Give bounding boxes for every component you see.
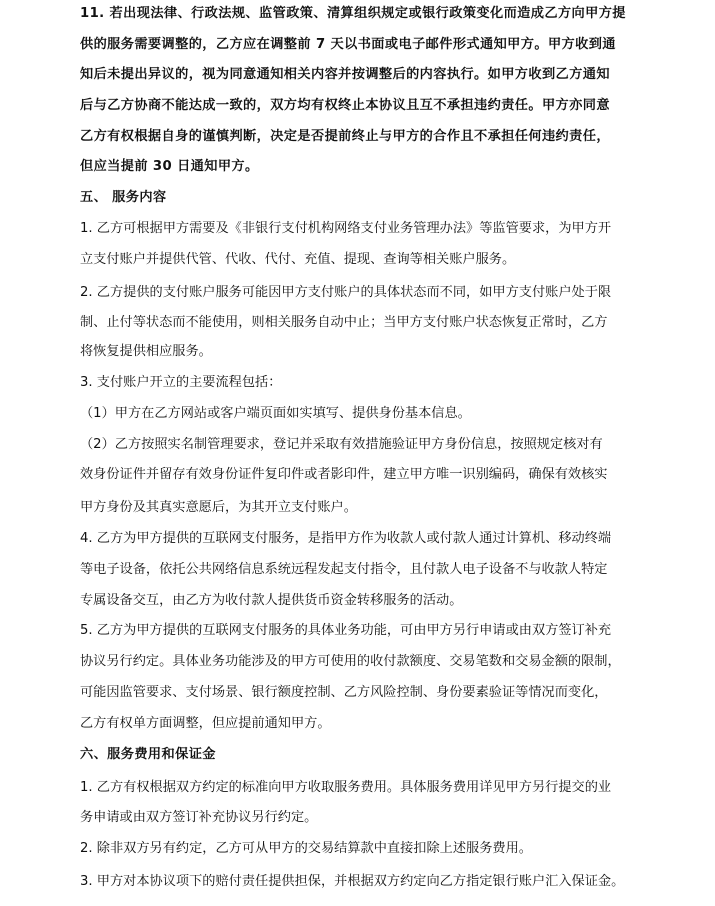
section-5-line: 等电子设备，依托公共网络信息系统远程发起支付指令，且付款人电子设备不与收款人特定 — [80, 562, 608, 577]
section-5-line: 乙方有权单方面调整，但应提前通知甲方。 — [80, 716, 331, 731]
section-5-line: 3. 支付账户开立的主要流程包括： — [80, 375, 282, 390]
section-5-line: 专属设备交互，由乙方为收付款人提供货币资金转移服务的活动。 — [80, 593, 463, 608]
clause-11-line: 乙方有权根据自身的谨慎判断，决定是否提前终止与甲方的合作且不承担任何违约责任， — [80, 129, 610, 144]
section-5-line: 可能因监管要求、支付场景、银行额度控制、乙方风险控制、身份要素验证等情况而变化， — [80, 685, 608, 700]
section-5-line: 甲方身份及其真实意愿后，为其开立支付账户。 — [80, 500, 357, 515]
section-5-line: 立支付账户并提供代管、代收、代付、充值、提现、查询等相关账户服务。 — [80, 252, 516, 267]
section-5-line: 制、止付等状态而不能使用，则相关服务自动中止；当甲方支付账户状态恢复正常时，乙方 — [80, 315, 608, 330]
section-5-line: （1）甲方在乙方网站或客户端页面如实填写、提供身份基本信息。 — [80, 406, 471, 421]
section-6-heading: 六、服务费用和保证金 — [80, 747, 216, 762]
section-6-line: 务申请或由双方签订补充协议另行约定。 — [80, 810, 318, 825]
section-5-line: 4. 乙方为甲方提供的互联网支付服务，是指甲方作为收款人或付款人通过计算机、移动终端 — [80, 531, 612, 546]
clause-11-line: 11. 若出现法律、行政法规、监管政策、清算组织规定或银行政策变化而造成乙方向甲方提 — [80, 6, 626, 21]
section-5-line: 效身份证件并留存有效身份证件复印件或者影印件，建立甲方唯一识别编码，确保有效核实 — [80, 467, 608, 482]
section-5-heading: 五、 服务内容 — [80, 190, 167, 205]
clause-11-line: 后与乙方协商不能达成一致的，双方均有权终止本协议且互不承担违约责任。甲方亦同意 — [80, 98, 610, 113]
section-5-line: （2）乙方按照实名制管理要求，登记并采取有效措施验证甲方身份信息，按照规定核对有 — [80, 437, 603, 452]
section-5-line: 1. 乙方可根据甲方需要及《非银行支付机构网络支付业务管理办法》等监管要求，为甲方开 — [80, 221, 612, 236]
section-6-line: 2. 除非双方另有约定，乙方可从甲方的交易结算款中直接扣除上述服务费用。 — [80, 841, 532, 856]
section-5-line: 5. 乙方为甲方提供的互联网支付服务的具体业务功能，可由甲方另行申请或由双方签订补充 — [80, 623, 612, 638]
section-5-line: 将恢复提供相应服务。 — [80, 344, 212, 359]
clause-11-line: 供的服务需要调整的，乙方应在调整前 7 天以书面或电子邮件形式通知甲方。甲方收到通 — [80, 37, 616, 52]
section-6-line: 3. 甲方对本协议项下的赔付责任提供担保，并根据双方约定向乙方指定银行账户汇入保证金。 — [80, 874, 625, 889]
clause-11-line: 但应当提前 30 日通知甲方。 — [80, 159, 259, 174]
section-6-line: 1. 乙方有权根据双方约定的标准向甲方收取服务费用。具体服务费用详见甲方另行提交的业 — [80, 780, 612, 795]
clause-11-line: 知后未提出异议的，视为同意通知相关内容并按调整后的内容执行。如甲方收到乙方通知 — [80, 67, 610, 82]
section-5-line: 2. 乙方提供的支付账户服务可能因甲方支付账户的具体状态而不同，如甲方支付账户处于限 — [80, 285, 612, 300]
section-5-line: 协议另行约定。具体业务功能涉及的甲方可使用的收付款额度、交易笔数和交易金额的限制， — [80, 654, 621, 669]
